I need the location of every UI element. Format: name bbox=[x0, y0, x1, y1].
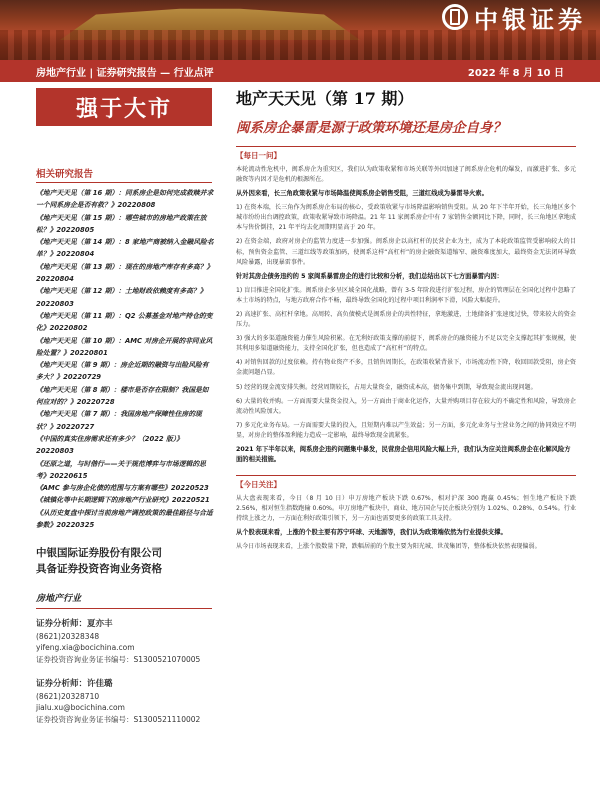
related-reports-title: 相关研究报告 bbox=[36, 166, 212, 183]
related-report-item[interactable]: 《地产天天见（第 12 期）：土地财政依赖度有多高？》20220803 bbox=[36, 287, 207, 308]
analyst-block bbox=[36, 679, 226, 725]
related-report-item[interactable]: 《地产天天见（第 9 期）：房企近期的融资与出险风险有多大？》20220729 bbox=[36, 361, 209, 382]
related-report-item[interactable]: 《地产天天见（第 8 期）：楼市是否存在限制？我国是如何应对的？》20220728 bbox=[36, 385, 209, 407]
paragraph: 7) 多元化业务布局。一方面需要大量的投入，且短期内难以产生效益；另一方面，多元化业务与主营业务之间的协同效应不明显，对房企的整体盈利能力造成一定影响，最终导致现金流紧张。 bbox=[236, 421, 576, 439]
bank-icon bbox=[442, 4, 468, 30]
section-tag-today-focus: 【今日关注】 bbox=[236, 475, 576, 490]
related-report-item[interactable]: 《地产天天见（第 10 期）：AMC 对房企开展的非同业风险处置？》20220801 bbox=[36, 336, 213, 357]
paragraph: 1) 在资本端，长三角作为闽系房企布局的核心，受政策收紧与市场降温影响销售受阻。从 20 年下半年开始，长三角地区多个城市纷纷出台调控政策，政策收紧导致市场降温。21 年 11 家闽系房企中有 7 家销售金额同比下降，同时，长三角地区拿地成本与售价倒挂，21 年平均去化周期明显高于 20 年。 bbox=[236, 204, 576, 232]
header-banner bbox=[0, 0, 600, 60]
analyst-cert: 证券投资咨询业务证书编号：S1300521110002 bbox=[36, 714, 201, 724]
analyst-name: 证券分析师：许佳璐 bbox=[36, 679, 113, 690]
related-report-item[interactable]: 《城镇化等中长期逻辑下的房地产行业研究》20220521 bbox=[36, 496, 210, 505]
company-qualification: 具备证券投资咨询业务资格 bbox=[36, 563, 162, 576]
section-tag-daily-question: 【每日一问】 bbox=[236, 146, 576, 161]
company-info bbox=[36, 545, 226, 577]
related-report-item[interactable]: 《地产天天见（第 11 期）：Q2 公募基金对地产持仓的变化》20220802 bbox=[36, 311, 213, 333]
related-report-item[interactable]: 《地产天天见（第 15 期）：哪些城市的房地产政策在放松？》20220805 bbox=[36, 213, 207, 234]
analyst-block bbox=[36, 619, 226, 665]
industry-label: 房地产行业 bbox=[36, 591, 212, 609]
left-sidebar bbox=[36, 88, 226, 725]
report-date: 2022 年 8 月 10 日 bbox=[467, 67, 564, 79]
paragraph: 从今日市场表现来看，上涨个股数量下降，跌幅居前的个股主要为阳光城、世茂集团等，整体板块依然表现偏弱。 bbox=[236, 543, 541, 551]
analyst-email[interactable]: yifeng.xia@bocichina.com bbox=[36, 643, 135, 653]
related-report-item[interactable]: 《地产天天见（第 14 期）：8 家地产商被纳入金融风险名单？》20220804 bbox=[36, 238, 214, 259]
analyst-email[interactable]: jialu.xu@bocichina.com bbox=[36, 703, 125, 713]
paragraph: 本轮流动性危机中，闽系房企为重灾区，我们认为政策收紧和市场关联等外因加速了闽系房企危机的爆发，而激进扩张、多元融资等内因才是危机的根源所在。 bbox=[236, 166, 576, 184]
paragraph: 1) 盲目推进全国化扩张。闽系房企多呈区域全国化战略，曾有 3-5 年阶段进行扩张过程，房企的管理层在全国化过程中忽略了本土市场的特点，与地方政府合作不畅，最终导致全国化的过程中项目利润率下滑，风险大幅提升。 bbox=[236, 286, 576, 304]
analyst-cert: 证券投资咨询业务证书编号：S1300521070005 bbox=[36, 654, 201, 664]
related-reports-list bbox=[36, 187, 214, 531]
paragraph: 2) 高速扩张、高杠杆拿地。高周转、高负债模式是闽系房企的共性特征，拿地激进，土地储备扩张速度过快，带来较大的资金压力。 bbox=[236, 310, 576, 329]
company-name: 中银国际证券股份有限公司 bbox=[36, 547, 162, 560]
report-subtitle: 闽系房企暴雷是源于政策环境还是房企自身？ bbox=[236, 120, 506, 136]
paragraph-heading: 2021 年下半年以来，闽系房企违约问题集中暴发，民营房企信用风险大幅上升，我们认为应关注闽系房企在化解风险方面的相关措施。 bbox=[236, 445, 571, 463]
related-report-item[interactable]: 《地产天天见（第 13 期）：现在的房地产库存有多高？》20220804 bbox=[36, 262, 214, 284]
report-title: 地产天天见（第 17 期） bbox=[236, 89, 414, 108]
paragraph: 3) 强大的多渠道融资能力催生风险积累。在无利好政策支撑的前提下，闽系房企的融资能力不足以完全支撑起其扩张规模，使其利用多渠道融资能力，支持全国化扩张，但也造成了“高杠杆”的特点。 bbox=[236, 335, 576, 353]
paragraph-heading: 针对其房企债务违约的 5 家闽系暴雷房企的进行比较和分析，我们总结出以下七方面暴雷内因： bbox=[236, 272, 503, 280]
paragraph: 从大盘表现来看，今日（8 月 10 日）申万房地产板块下跌 0.67%，相对沪深 300 跑赢 0.45%；恒生地产板块下跌 2.56%，相对恒生指数跑输 0.60%。申万房地产板块中，商业、地方国企与民企板块分别为 1.02%、0.28%、0.54%。行业持续上涨之力，一方面在利好政策引领下，另一方面也需要更多的政策工具支持。 bbox=[236, 494, 576, 523]
related-report-item[interactable]: 《地产天天见（第 7 期）：我国房地产保障性住房的现状？》20220727 bbox=[36, 410, 202, 431]
analyst-phone: (8621)20328710 bbox=[36, 691, 100, 701]
paragraph-heading: 从个股表现来看，上涨的个股主要有苏宁环球、天地源等，我们认为政策端依然为行业提供支撑。 bbox=[236, 529, 507, 537]
brand-logo bbox=[375, 0, 600, 34]
related-report-item[interactable]: 《地产天天见（第 16 期）：同系房企是如何完成救赎并求一个同系房企是否有救？》20220808 bbox=[36, 189, 214, 210]
analyst-phone: (8621)20328348 bbox=[36, 631, 100, 641]
paragraph: 2) 在资金端，政府对房企的监管力度进一步加强。闽系房企以高杠杆的民营企业为主，成为了本轮政策监管受影响较大的目标，预售资金监管、三道红线等政策加码，使闽系这样“高杠杆”的房企融资渠道缩窄、融资难度加大，最终资金无法闭环导致风险暴露，出现暴雷事件。 bbox=[236, 238, 576, 266]
rating-badge: 强于大市 bbox=[36, 88, 212, 126]
related-report-item[interactable]: 《AMC 参与房企化债的范围与方案有哪些》20220523 bbox=[36, 484, 209, 493]
roof-tiles-image bbox=[0, 30, 600, 60]
paragraph: 4) 对销售回款的过度依赖。持有物业资产不多，且销售周期长，在政策收紧背景下，市场流动性下降，收回回款受阻，房企资金流问题凸显。 bbox=[236, 359, 576, 377]
paragraph-heading: 从外因来看，长三角政策收紧与市场降温使闽系房企销售受阻，三道红线成为暴雷导火索。 bbox=[236, 190, 488, 198]
report-category: 房地产行业 | 证券研究报告 — 行业点评 bbox=[36, 67, 214, 79]
brand-name: 中银证券 bbox=[474, 4, 586, 34]
related-report-item[interactable]: 《中国的真实住房需求还有多少？（2022 版）》20220803 bbox=[36, 434, 184, 456]
report-info-strip bbox=[0, 60, 600, 82]
main-content bbox=[236, 88, 576, 552]
related-report-item[interactable]: 《还原之道，与时偕行——关于规范博弈与市场逻辑的思考》20220615 bbox=[36, 459, 206, 480]
related-report-item[interactable]: 《从历史复盘中探讨当前房地产调控政策的最佳路径与合适参数》20220325 bbox=[36, 508, 213, 530]
paragraph: 6) 大量的收并购。一方面需要大量资金投入，另一方面由于商业化运作，大量并购项目存在较大的不确定性和风险，导致房企流动性风险加大。 bbox=[236, 397, 576, 415]
analyst-name: 证券分析师：夏亦丰 bbox=[36, 619, 113, 630]
paragraph: 5) 经营的现金流安排失衡。经营周期较长，占用大量资金，融资成本高，债务集中到期，导致现金流出现问题。 bbox=[236, 383, 537, 391]
